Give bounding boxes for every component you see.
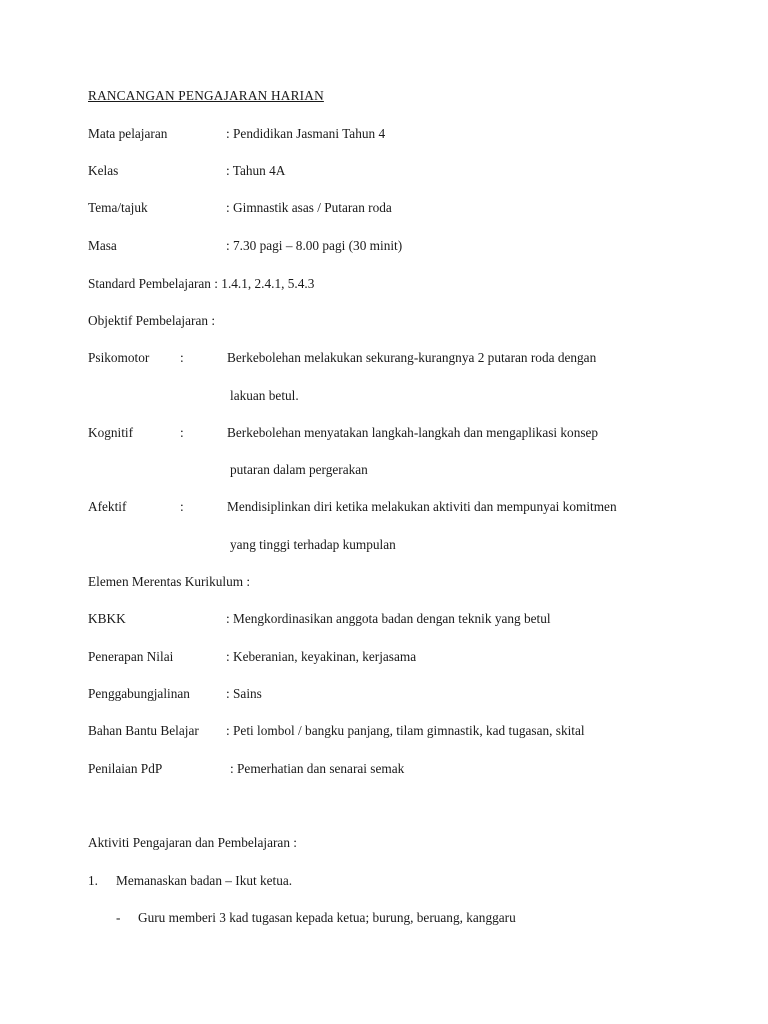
objective-label-afektif: Afektif	[88, 499, 127, 514]
step-text: Memanaskan badan – Ikut ketua.	[116, 873, 293, 888]
emk-value-kbkk: : Mengkordinasikan anggota badan dengan teknik yang betul	[226, 611, 551, 626]
objective-colon: :	[180, 425, 184, 440]
emk-label-penggabungjalinan: Penggabungjalinan	[88, 686, 190, 701]
info-value-subject: : Pendidikan Jasmani Tahun 4	[226, 126, 386, 141]
emk-value-penggabungjalinan: : Sains	[226, 686, 262, 701]
emk-label-nilai: Penerapan Nilai	[88, 649, 174, 664]
info-label-theme: Tema/tajuk	[88, 200, 148, 215]
emk-label-kbkk: KBKK	[88, 611, 126, 626]
objectives-heading: Objektif Pembelajaran :	[88, 313, 216, 328]
emk-value-penilaian: : Pemerhatian dan senarai semak	[230, 761, 405, 776]
document-title: RANCANGAN PENGAJARAN HARIAN	[88, 88, 324, 103]
emk-value-bahan: : Peti lombol / bangku panjang, tilam gimnastik, kad tugasan, skital	[226, 723, 585, 738]
objective-colon: :	[180, 499, 184, 514]
objective-text-afektif: Mendisiplinkan diri ketika melakukan aktiviti dan mempunyai komitmen	[227, 499, 617, 514]
objective-label-psikomotor: Psikomotor	[88, 350, 150, 365]
objective-label-kognitif: Kognitif	[88, 425, 134, 440]
info-label-time: Masa	[88, 238, 117, 253]
objective-text-psikomotor: Berkebolehan melakukan sekurang-kurangnya 2 putaran roda dengan	[227, 350, 597, 365]
objective-text-kognitif: Berkebolehan menyatakan langkah-langkah dan mengaplikasi konsep	[227, 425, 599, 440]
emk-label-penilaian: Penilaian PdP	[88, 761, 163, 776]
info-value-time: : 7.30 pagi – 8.00 pagi (30 minit)	[226, 238, 403, 253]
emk-heading: Elemen Merentas Kurikulum :	[88, 574, 251, 589]
step-number: 1.	[88, 873, 98, 888]
objective-text-afektif-cont: yang tinggi terhadap kumpulan	[230, 537, 396, 552]
info-value-theme: : Gimnastik asas / Putaran roda	[226, 200, 392, 215]
bullet-dash: -	[116, 910, 121, 925]
emk-label-bahan: Bahan Bantu Belajar	[88, 723, 199, 738]
info-label-class: Kelas	[88, 163, 119, 178]
bullet-text: Guru memberi 3 kad tugasan kepada ketua; burung, beruang, kanggaru	[138, 910, 516, 925]
objective-text-kognitif-cont: putaran dalam pergerakan	[230, 462, 368, 477]
learning-standard: Standard Pembelajaran : 1.4.1, 2.4.1, 5.4.3	[88, 276, 315, 291]
objective-text-psikomotor-cont: lakuan betul.	[230, 388, 299, 403]
emk-value-nilai: : Keberanian, keyakinan, kerjasama	[226, 649, 417, 664]
activities-heading: Aktiviti Pengajaran dan Pembelajaran :	[88, 835, 297, 850]
info-label-subject: Mata pelajaran	[88, 126, 168, 141]
objective-colon: :	[180, 350, 184, 365]
info-value-class: : Tahun 4A	[226, 163, 286, 178]
